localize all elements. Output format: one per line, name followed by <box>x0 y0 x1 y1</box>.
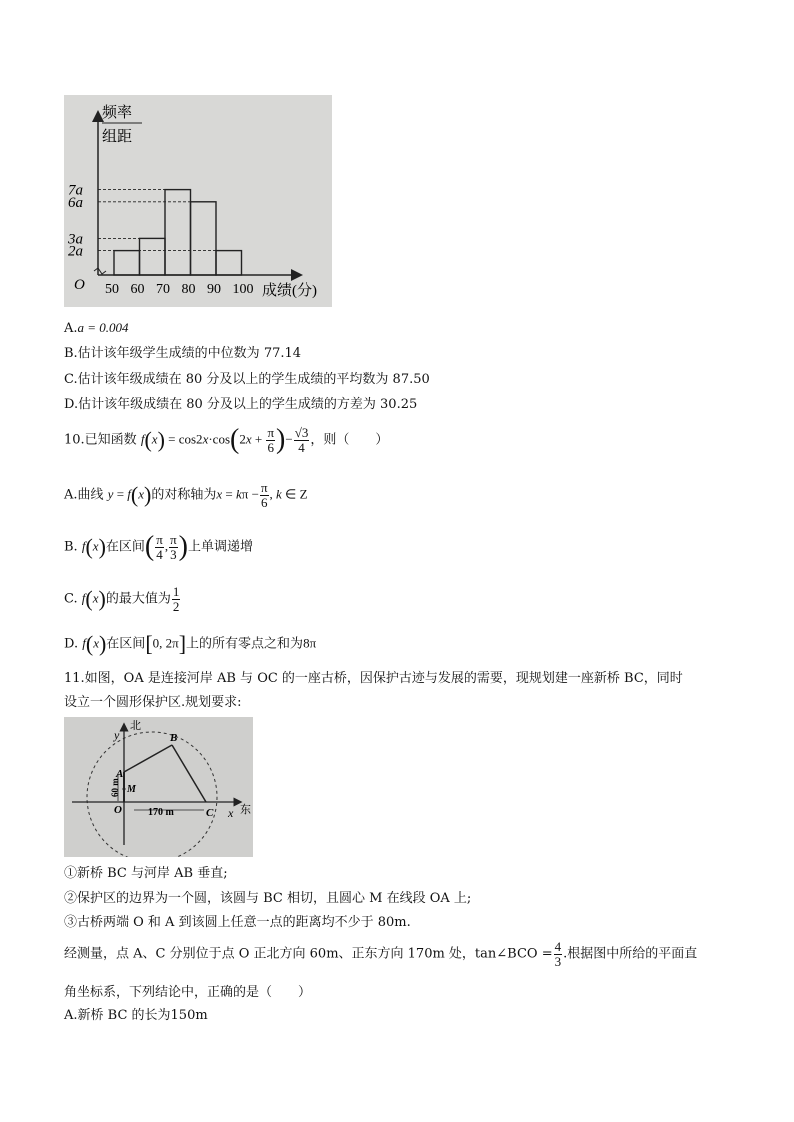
q9-option-d: D.估计该年级成绩在 80 分及以上的学生成绩的方差为 30.25 <box>64 397 418 412</box>
x-tick-label: 50 <box>105 282 119 297</box>
protection-circle <box>87 732 217 857</box>
q11-requirement-2: ②保护区的边界为一个圆，该圆与 BC 相切，且圆心 M 在线段 OA 上; <box>64 891 472 906</box>
river-bank-ab <box>124 745 172 772</box>
q10-c-mid: 的最大值为 <box>105 591 171 607</box>
histogram-bar <box>140 238 166 275</box>
q9-option-b: B.估计该年级学生成绩的中位数为 77.14 <box>64 346 302 361</box>
q10-option-b: B. f(x)在区间( $\frac{\pi}{4}$ , $\frac{\pi}{3}$ )上单调递增 <box>64 531 253 563</box>
histogram-bar <box>114 251 140 275</box>
x-tick-label: 60 <box>130 282 145 297</box>
q11-stem-line1: 11.如图，OA 是连接河岸 AB 与 OC 的一座古桥，因保护古迹与发展的需要，现规划建一座新桥 BC，同时 <box>64 671 683 686</box>
label-y: y <box>114 728 120 742</box>
label-o: O <box>114 804 122 816</box>
q10-stem-suffix: ，则（ ） <box>310 432 389 448</box>
origin-label: O <box>74 277 85 293</box>
bridge-svg <box>64 717 253 857</box>
q10-b-prefix: B. <box>64 539 78 555</box>
y-tick-label: 3a <box>68 231 83 248</box>
label-east: 东 <box>240 804 251 816</box>
q11-measure-a: 经测量，点 A、C 分别位于点 O 正北方向 60m、正东方向 170m 处，tan∠BCO = <box>64 946 553 962</box>
q10-stem-prefix: 10.已知函数 <box>64 432 137 448</box>
histogram-bar <box>216 251 242 275</box>
q10-function-formula: f <box>140 431 145 447</box>
label-oc-length: 170 m <box>148 807 174 818</box>
y-tick-label: 2a <box>68 243 83 260</box>
q11-measure-line2: 角坐标系，下列结论中，正确的是（ ） <box>64 985 312 1000</box>
y-axis-label-top: 频率 <box>102 105 133 121</box>
label-x: x <box>228 806 234 820</box>
label-m: M <box>127 784 136 795</box>
q10-c-prefix: C. <box>64 591 78 607</box>
histogram-bar <box>165 190 191 275</box>
q10-option-d: D. f(x)在区间[0, 2π]上的所有零点之和为8π <box>64 631 317 656</box>
q11-measurement: 经测量，点 A、C 分别位于点 O 正北方向 60m、正东方向 170m 处，tan∠BCO = $\frac{4}{3}$ .根据图中所给的平面直 <box>64 939 698 969</box>
q10-d-suffix: 上的所有零点之和为 <box>186 636 304 652</box>
label-c: C <box>206 807 214 819</box>
bridge-figure <box>64 717 253 857</box>
label-oa-length: 60 m <box>110 778 120 797</box>
q10-stem: 10.已知函数 f(x) = cos2x·cos(2x + $\frac{\pi}{6}$ )− $\frac{√3}{4}$ ，则（ ） <box>64 424 389 456</box>
x-tick-label: 70 <box>156 282 170 297</box>
y-axis-label-bottom: 组距 <box>102 129 133 145</box>
label-north: 北 <box>130 720 141 732</box>
y-tick-label: 6a <box>68 194 83 211</box>
label-b: B <box>170 732 178 744</box>
x-tick-label: 90 <box>207 282 221 297</box>
q10-d-mid: 在区间 <box>106 636 146 652</box>
q11-stem-line2: 设立一个圆形保护区.规划要求: <box>64 695 242 710</box>
q11-option-a: A.新桥 BC 的长为150m <box>64 1008 208 1023</box>
point-m <box>123 788 126 791</box>
axis-break <box>94 268 106 274</box>
q10-option-a: A.曲线 y = f(x)的对称轴为x = kπ − $\frac{\pi}{6}$ , k ∈ Z <box>64 480 308 510</box>
q10-option-c: C. f(x)的最大值为 $\frac{1}{2}$ <box>64 584 180 614</box>
label-a: A <box>116 768 124 780</box>
x-tick-label: 80 <box>181 282 196 297</box>
q9-a-prefix: A. <box>64 321 78 336</box>
y-tick-label: 7a <box>68 182 83 199</box>
histogram-bar <box>191 202 217 275</box>
q10-b-suffix: 上单调递增 <box>187 539 253 555</box>
q10-a-prefix: A.曲线 <box>64 487 104 503</box>
q10-a-mid: 的对称轴为 <box>151 487 217 503</box>
q11-requirement-1: ①新桥 BC 与河岸 AB 垂直; <box>64 866 228 881</box>
histogram-svg <box>64 95 332 307</box>
q9-option-c: C.估计该年级成绩在 80 分及以上的学生成绩的平均数为 87.50 <box>64 372 430 387</box>
q10-d-prefix: D. <box>64 636 79 652</box>
q9-a-text: a = 0.004 <box>77 320 129 335</box>
q10-b-mid: 在区间 <box>105 539 145 555</box>
x-tick-label: 100 <box>232 282 254 297</box>
q11-measure-b: .根据图中所给的平面直 <box>563 946 698 962</box>
q9-option-a <box>64 320 129 337</box>
x-axis-label: 成绩(分) <box>262 283 317 299</box>
histogram-figure <box>64 95 332 307</box>
q11-requirement-3: ③古桥两端 O 和 A 到该圆上任意一点的距离均不少于 80m. <box>64 915 411 930</box>
